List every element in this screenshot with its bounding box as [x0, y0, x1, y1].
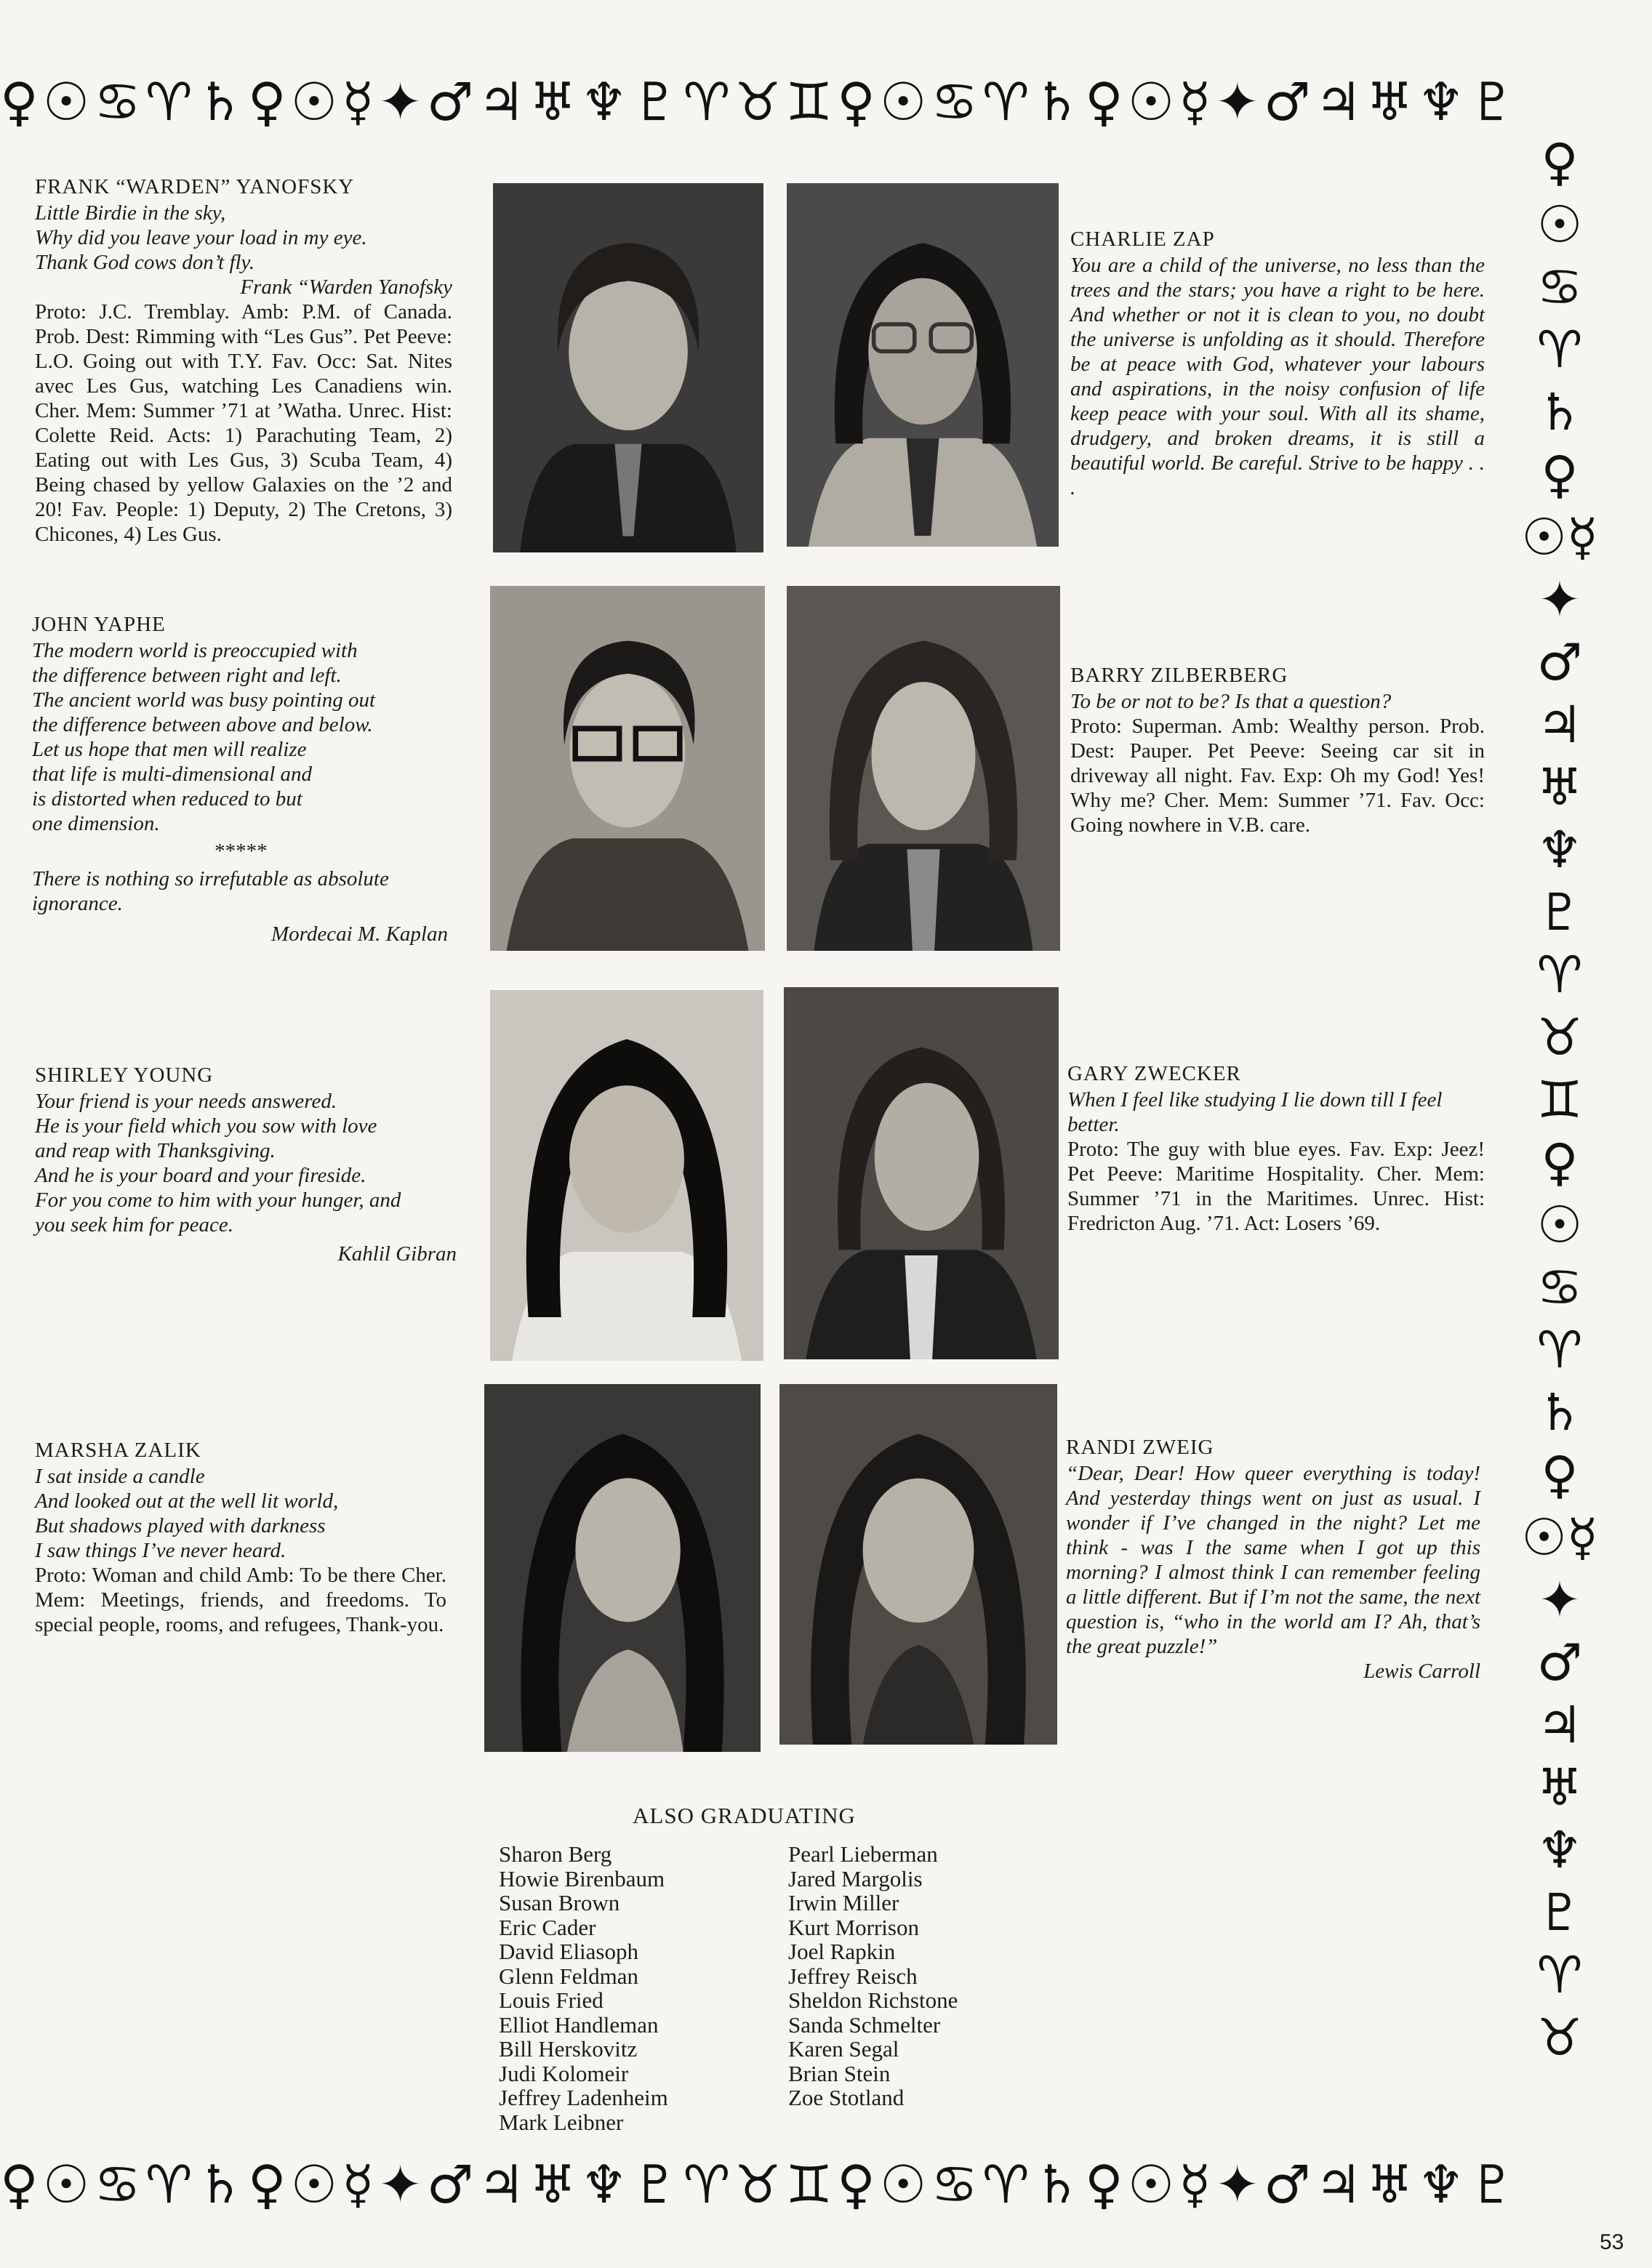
- decorative-border-top: ♀☉♋♈♄♀☉☿✦♂♃♅♆♇♈♉♊♀☉♋♈♄♀☉☿✦♂♃♅♆♇: [0, 71, 1520, 132]
- student-name: BARRY ZILBERBERG: [1070, 664, 1288, 687]
- graduate-name: Eric Cader: [499, 1914, 596, 1940]
- also-graduating-title: ALSO GRADUATING: [633, 1803, 856, 1828]
- portrait-photo-young: [490, 990, 763, 1361]
- student-name: FRANK “WARDEN” YANOFSKY: [35, 175, 355, 198]
- portrait-photo-yanofsky: [493, 183, 763, 552]
- student-name: MARSHA ZALIK: [35, 1439, 201, 1462]
- student-quote: The modern world is preoccupied with the difference between right and left. The ancient world was busy pointing out the difference between above and below. Let us hope that men will realize that life is multi-dimensional and is distorted when reduced to but one dimension.: [32, 639, 376, 835]
- graduate-name: Mark Leibner: [499, 2109, 624, 2135]
- student-details: Proto: Superman. Amb: Wealthy person. Prob. Dest: Pauper. Pet Peeve: Seeing car sit in driveway all night. Fav. Exp: Oh my God! Yes! Why me? Cher. Mem: Summer ’71. Fav. Occ: Going nowhere in V.B. care.: [1070, 715, 1485, 837]
- graduates-list-col1: [499, 1842, 761, 2134]
- graduate-name: Pearl Lieberman: [788, 1841, 938, 1867]
- graduate-name: Susan Brown: [499, 1890, 620, 1915]
- graduate-name: Joel Rapkin: [788, 1939, 896, 1964]
- quote-attribution: Lewis Carroll: [1363, 1660, 1480, 1683]
- graduates-list-col2: [788, 1842, 1079, 2110]
- student-quote: Your friend is your needs answered. He is your field which you sow with love and reap with Thanksgiving. And he is your board and your fireside. For you come to him with your hunger, and you seek him for peace.: [35, 1090, 401, 1236]
- student-quote: Little Birdie in the sky, Why did you leave your load in my eye. Thank God cows don’t fly.: [35, 201, 367, 274]
- bio-yanofsky: [35, 174, 452, 547]
- graduate-name: Irwin Miller: [788, 1890, 899, 1915]
- portrait-photo-zap: [787, 183, 1059, 547]
- bio-zwecker: [1067, 1061, 1485, 1236]
- bio-zap: [1070, 227, 1485, 500]
- student-name: GARY ZWECKER: [1067, 1062, 1241, 1085]
- graduate-name: David Eliasoph: [499, 1939, 638, 1964]
- graduate-name: Elliot Handleman: [499, 2011, 659, 2038]
- student-quote: When I feel like studying I lie down till I feel better.: [1067, 1088, 1443, 1136]
- bio-zilberberg: [1070, 663, 1485, 837]
- graduate-name: Brian Stein: [788, 2060, 891, 2086]
- portrait-photo-zalik: [484, 1384, 761, 1752]
- graduate-name: Jeffrey Reisch: [788, 1963, 918, 1989]
- graduate-name: Karen Segal: [788, 2036, 899, 2062]
- graduate-name: Sheldon Richstone: [788, 1987, 958, 2013]
- student-details: Proto: The guy with blue eyes. Fav. Exp: Jeez! Pet Peeve: Maritime Hospitality. Cher. Mem: Summer ’71 in the Maritimes. Unrec. Hist: Fredricton Aug. ’71. Act: Losers ’69.: [1067, 1138, 1485, 1235]
- graduate-name: Louis Fried: [499, 1987, 604, 2013]
- bio-yaphe: [32, 612, 448, 946]
- graduate-name: Sharon Berg: [499, 1841, 612, 1867]
- graduate-name: Sanda Schmelter: [788, 2011, 941, 2038]
- student-quote: To be or not to be? Is that a question?: [1070, 690, 1392, 713]
- decorative-border-bottom: ♀☉♋♈♄♀☉☿✦♂♃♅♆♇♈♉♊♀☉♋♈♄♀☉☿✦♂♃♅♆♇: [0, 2154, 1520, 2215]
- quote-attribution: Frank “Warden Yanofsky: [240, 276, 452, 299]
- bio-zalik: [35, 1438, 446, 1637]
- graduate-name: Glenn Feldman: [499, 1963, 638, 1989]
- graduate-name: Howie Birenbaum: [499, 1865, 665, 1891]
- graduate-name: Zoe Stotland: [788, 2085, 905, 2110]
- student-name: RANDI ZWEIG: [1066, 1436, 1214, 1459]
- student-details: Proto: Woman and child Amb: To be there Cher. Mem: Meetings, friends, and freedoms. To special people, rooms, and refugees, Thank-you.: [35, 1564, 446, 1636]
- portrait-photo-zilberberg: [787, 586, 1060, 951]
- portrait-photo-zwecker: [784, 987, 1059, 1359]
- student-name: SHIRLEY YOUNG: [35, 1063, 214, 1087]
- page-number: 53: [1600, 2230, 1624, 2254]
- graduate-name: Jared Margolis: [788, 1865, 923, 1891]
- graduate-name: Judi Kolomeir: [499, 2060, 629, 2086]
- student-name: CHARLIE ZAP: [1070, 228, 1215, 251]
- portrait-photo-zweig: [779, 1384, 1057, 1745]
- separator-stars: *****: [213, 840, 267, 863]
- graduate-name: Bill Herskovitz: [499, 2036, 638, 2062]
- decorative-border-right: ♀☉♋♈♄♀☉☿✦♂♃♅♆♇♈♉♊♀☉♋♈♄♀☉☿✦♂♃♅♆♇♈♉: [1521, 132, 1598, 2067]
- quote-attribution: Mordecai M. Kaplan: [271, 922, 448, 946]
- student-quote: You are a child of the universe, no less than the trees and the stars; you have a right to be here. And whether or not it is clean to you, no doubt the universe is unfolding as it should. Therefore be at peace with God, whatever your labours and aspirations, in the noisy confusion of life keep peace with your soul. With all its shame, drudgery, and broken dreams, it is still a beautiful world. Be careful. Strive to be happy . . .: [1070, 254, 1485, 499]
- student-name: JOHN YAPHE: [32, 613, 166, 636]
- bio-young: [35, 1063, 457, 1266]
- student-quote-second: There is nothing so irrefutable as absolute ignorance.: [32, 867, 389, 915]
- graduate-name: Kurt Morrison: [788, 1914, 919, 1940]
- portrait-photo-yaphe: [490, 586, 765, 951]
- student-quote: “Dear, Dear! How queer everything is today! And yesterday things went on just as usual. I wonder if I’ve changed in the night? Let me think - was I the same when I got up this morning? I almost think I can remember feeling a little different. But if I’m not the same, the next question is, “who in the world am I? Ah, that’s the great puzzle!”: [1066, 1462, 1480, 1658]
- graduate-name: Jeffrey Ladenheim: [499, 2085, 668, 2110]
- student-quote: I sat inside a candle And looked out at the well lit world, But shadows played with darkness I saw things I’ve never heard.: [35, 1465, 339, 1562]
- quote-attribution: Kahlil Gibran: [337, 1242, 457, 1266]
- bio-zweig: [1066, 1435, 1480, 1684]
- student-details: Proto: J.C. Tremblay. Amb: P.M. of Canada. Prob. Dest: Rimming with “Les Gus”. Pet Peeve: L.O. Going out with T.Y. Fav. Occ: Sat. Nites avec Les Gus, watching Les Canadiens win. Cher. Mem: Summer ’71 at ’Watha. Unrec. Hist: Colette Reid. Acts: 1) Parachuting Team, 2) Eating out with Les Gus, 3) Scuba Team, 4) Being chased by yellow Galaxies on the ’2 and 20! Fav. People: 1) Deputy, 2) The Cretons, 3) Chicones, 4) Les Gus.: [35, 300, 452, 546]
